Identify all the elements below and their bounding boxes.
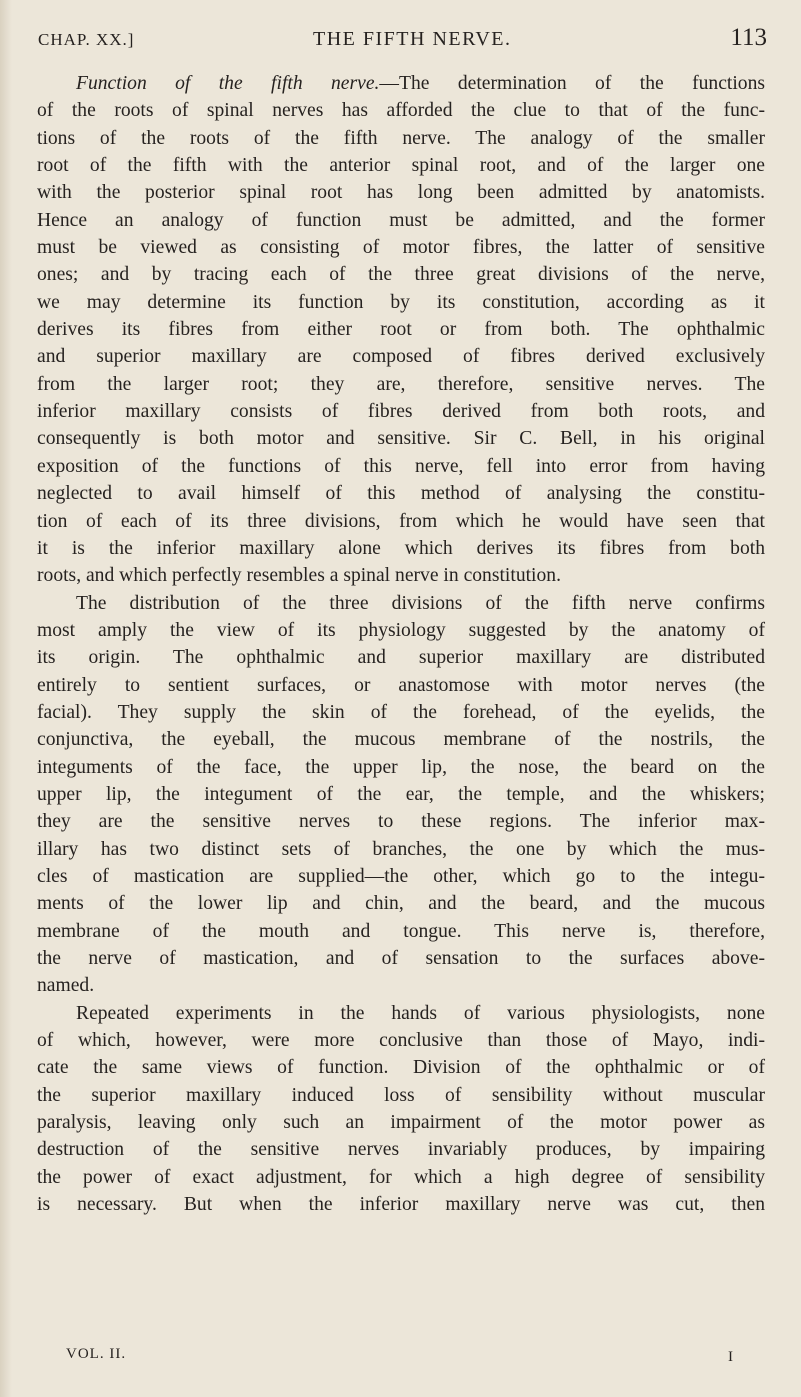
section-heading: Function of the fifth nerve. — [76, 73, 380, 94]
text-line: the nerve of mastication, and of sensation to the surfaces above- — [37, 948, 765, 969]
text-line: consequently is both motor and sensitive. Sir C. Bell, in his original — [37, 428, 765, 450]
text-line: the power of exact adjustment, for which a high degree of sensibility — [37, 1166, 765, 1188]
text-line: from the larger root; they are, therefore, sensitive nerves. The — [37, 373, 765, 395]
text-line: neglected to avail himself of this method of analysing the constitu- — [37, 483, 765, 505]
text-line: roots, and which perfectly resembles a spinal nerve in constitution. — [37, 565, 561, 587]
text-line: we may determine its function by its constitution, according as it — [37, 291, 765, 313]
text-line: cate the same views of function. Division of the ophthalmic or of — [37, 1057, 765, 1079]
text-line: entirely to sentient surfaces, or anastomose with motor nerves (the — [37, 674, 765, 696]
page-number: 113 — [730, 24, 767, 51]
text-line: root of the fifth with the anterior spinal root, and of the larger one — [37, 155, 765, 177]
text-line: tions of the roots of the fifth nerve. The analogy of the smaller — [37, 127, 765, 149]
text-line: its origin. The ophthalmic and superior maxillary are distributed — [37, 647, 765, 669]
text-line: cles of mastication are supplied—the other, which go to the integu- — [37, 865, 765, 887]
text-line: paralysis, leaving only such an impairment of the motor power as — [37, 1112, 765, 1134]
text-line: inferior maxillary consists of fibres derived from both roots, and — [37, 401, 765, 423]
text-line: with the posterior spinal root has long been admitted by anatomists. — [37, 182, 765, 204]
signature-mark: I — [728, 1349, 733, 1365]
text-line: of the roots of spinal nerves has afforded the clue to that of the func- — [37, 100, 765, 122]
text-line: of which, however, were more conclusive than those of Mayo, indi- — [37, 1030, 765, 1052]
running-head — [38, 18, 771, 52]
text-line: membrane of the mouth and tongue. This nerve is, therefore, — [37, 920, 765, 942]
text-line: ments of the lower lip and chin, and the beard, and the mucous — [37, 893, 765, 915]
text-line: illary has two distinct sets of branches, the one by which the mus- — [37, 838, 765, 860]
chapter-label: CHAP. XX.] — [38, 30, 135, 49]
text-line: exposition of the functions of this nerve, fell into error from having — [37, 455, 765, 477]
running-title: THE FIFTH NERVE. — [313, 28, 512, 50]
text-line: destruction of the sensitive nerves invariably produces, by impairing — [37, 1139, 765, 1161]
text-line — [37, 70, 765, 97]
text-line: most amply the view of its physiology suggested by the anatomy of — [37, 619, 765, 641]
line-text: —The determination of the functions — [379, 73, 765, 94]
text-line: ones; and by tracing each of the three great divisions of the nerve, — [37, 264, 765, 286]
text-line: tion of each of its three divisions, from which he would have seen that — [37, 510, 765, 532]
text-line: is necessary. But when the inferior maxillary nerve was cut, then — [37, 1194, 765, 1216]
text-line: upper lip, the integument of the ear, the temple, and the whiskers; — [37, 783, 765, 805]
text-line: Hence an analogy of function must be admitted, and the former — [37, 209, 765, 231]
text-line: named. — [37, 975, 95, 997]
page-footer — [66, 1346, 771, 1376]
text-line: the superior maxillary induced loss of sensibility without muscular — [37, 1084, 765, 1106]
text-line: conjunctiva, the eyeball, the mucous membrane of the nostrils, the — [37, 729, 765, 751]
volume-label: VOL. II. — [66, 1346, 127, 1362]
text-line: The distribution of the three divisions of the fifth nerve confirms — [76, 592, 765, 614]
body-text — [37, 70, 765, 1218]
text-line: facial). They supply the skin of the forehead, of the eyelids, the — [37, 701, 765, 723]
text-line: it is the inferior maxillary alone which derives its fibres from both — [37, 537, 765, 559]
text-line: and superior maxillary are composed of fibres derived exclusively — [37, 346, 765, 368]
text-line: they are the sensitive nerves to these regions. The inferior max- — [37, 811, 765, 833]
text-line: must be viewed as consisting of motor fibres, the latter of sensitive — [37, 237, 765, 259]
text-line: integuments of the face, the upper lip, the nose, the beard on the — [37, 756, 765, 778]
text-line: derives its fibres from either root or from both. The ophthalmic — [37, 319, 765, 341]
page-edge-shadow — [0, 0, 12, 1397]
text-line: Repeated experiments in the hands of various physiologists, none — [76, 1002, 765, 1024]
